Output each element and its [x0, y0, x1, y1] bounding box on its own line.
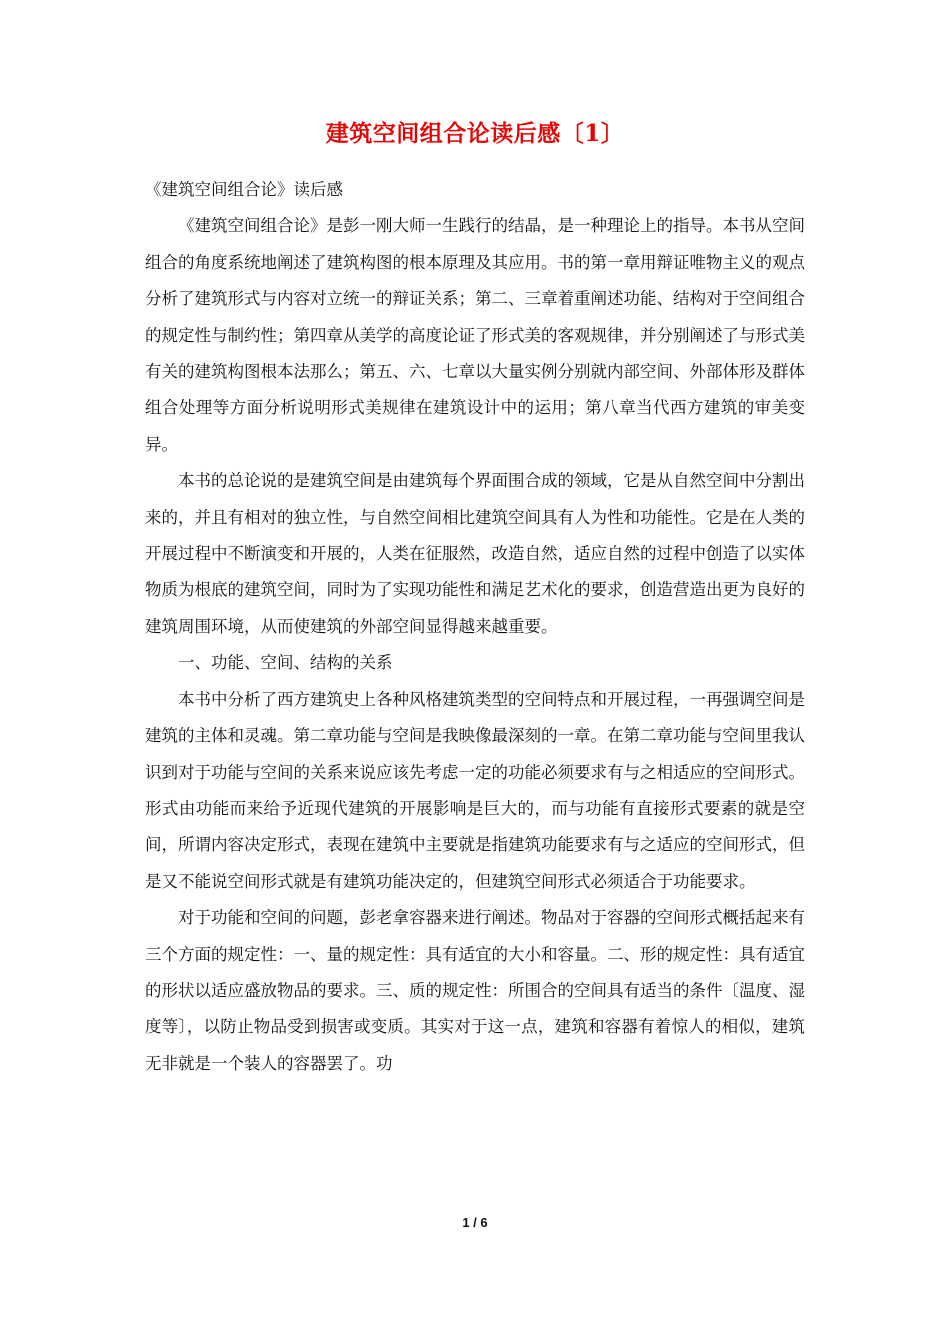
page-number: 1 / 6 [462, 1215, 488, 1230]
body-paragraph-4: 对于功能和空间的问题，彭老拿容器来进行阐述。物品对于容器的空间形式概括起来有三个方面的规定性：一、量的规定性：具有适宜的大小和容量。二、形的规定性：具有适宜的形状以适应盛放物品的要求。三、质的规定性：所围合的空间具有适当的条件〔温度、湿度等〕，以防止物品受到损害或变质。其实对于这一点，建筑和容器有着惊人的相似，建筑无非就是一个装人的容器罢了。功 [145, 908, 805, 1073]
body-paragraph-2: 本书的总论说的是建筑空间是由建筑每个界面围合成的领域，它是从自然空间中分割出来的，并且有相对的独立性，与自然空间相比建筑空间具有人为性和功能性。它是在人类的开展过程中不断演变和开展的，人类在征服然，改造自然，适应自然的过程中创造了以实体物质为根底的建筑空间，同时为了实现功能性和满足艺术化的要求，创造营造出更为良好的建筑周围环境，从而使建筑的外部空间显得越来越重要。 [145, 471, 805, 636]
section-heading: 一、功能、空间、结构的关系 [178, 653, 393, 673]
document-body [145, 172, 805, 1082]
body-paragraph-1: 《建筑空间组合论》是彭一刚大师一生践行的结晶，是一种理论上的指导。本书从空间组合的角度系统地阐述了建筑构图的根本原理及其应用。书的第一章用辩证唯物主义的观点分析了建筑形式与内容对立统一的辩证关系；第二、三章着重阐述功能、结构对于空间组合的规定性与制约性；第四章从美学的高度论证了形式美的客观规律，并分别阐述了与形式美有关的建筑构图根本法那么；第五、六、七章以大量实例分别就内部空间、外部体形及群体组合处理等方面分析说明形式美规律在建筑设计中的运用；第八章当代西方建筑的审美变异。 [145, 216, 805, 454]
document-title: 建筑空间组合论读后感〔1〕 [325, 120, 625, 147]
document-subtitle: 《建筑空间组合论》读后感 [145, 180, 343, 199]
body-paragraph-3: 本书中分析了西方建筑史上各种风格建筑类型的空间特点和开展过程，一再强调空间是建筑的主体和灵魂。第二章功能与空间是我映像最深刻的一章。在第二章功能与空间里我认识到对于功能与空间的关系来说应该先考虑一定的功能必须要求有与之相适应的空间形式。形式由功能而来给予近现代建筑的开展影响是巨大的，而与功能有直接形式要素的就是空间，所谓内容决定形式，表现在建筑中主要就是指建筑功能要求有与之适应的空间形式，但是又不能说空间形式就是有建筑功能决定的，但建筑空间形式必须适合于功能要求。 [145, 689, 805, 891]
